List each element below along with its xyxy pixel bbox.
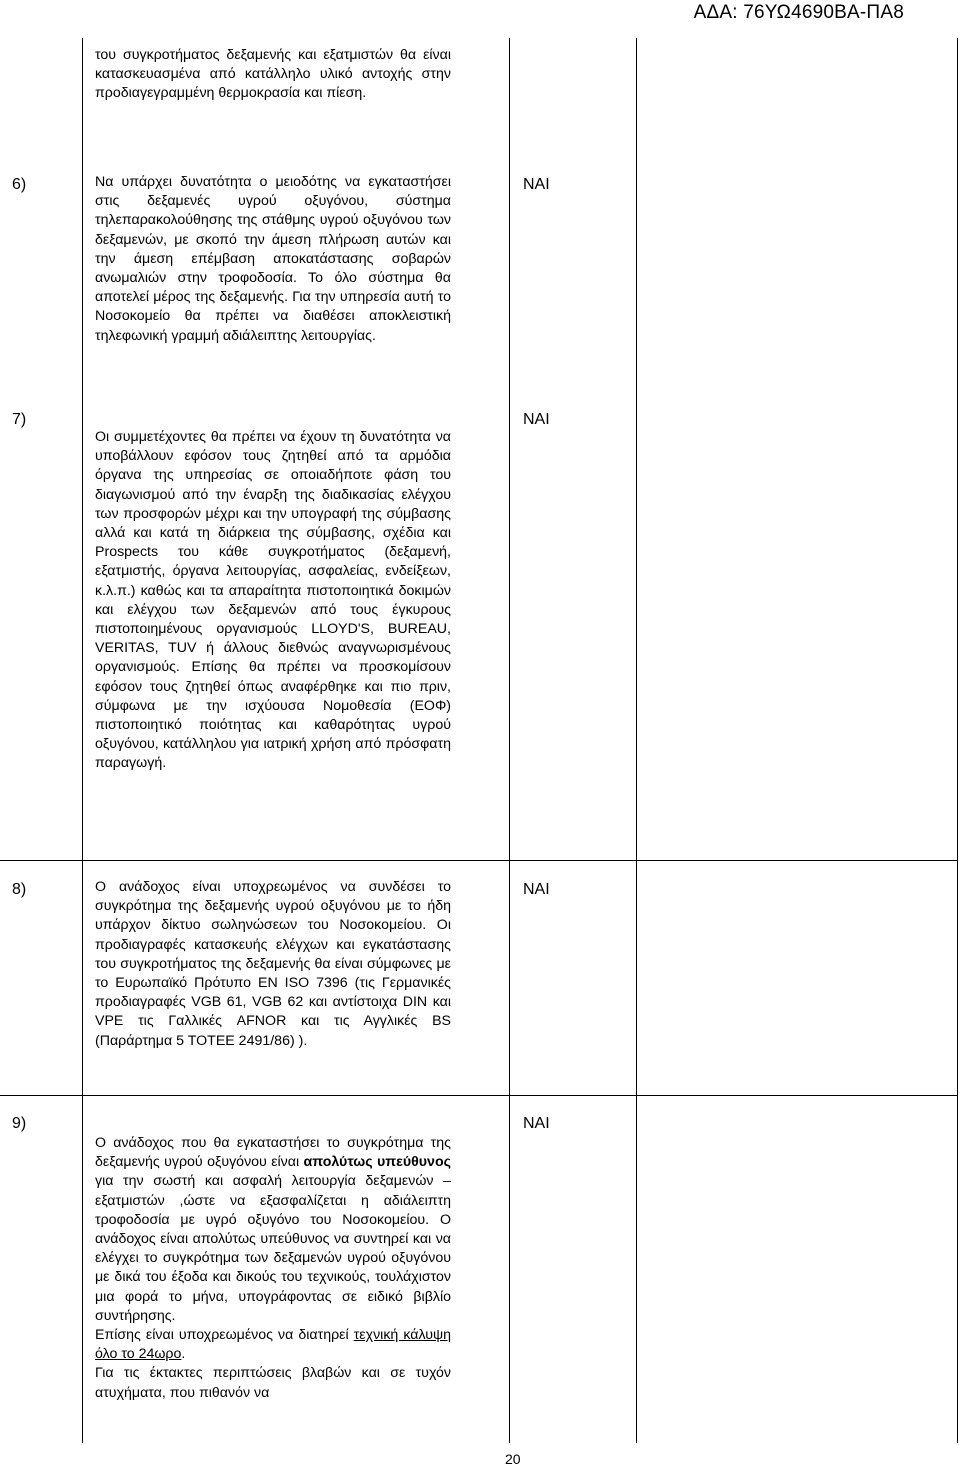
row-9-text (95, 1134, 451, 1403)
row-6-text: Να υπάρχει δυνατότητα ο μειοδότης να εγκαταστήσει στις δεξαμενές υγρού οξυγόνου, σύστημα τηλεπαρακολούθησης της στάθμης υγρού οξυγόνου των δεξαμενών, με σκοπό την άμεση πλήρωση αυτών και την άμεση επέμβαση αποκατάστασης σοβαρών ανωμαλιών στην τροφοδοσία. Το όλο σύστημα θα αποτελεί μέρος της δεξαμενής. Για την υπηρεσία αυτή το Νοσοκομείο θα πρέπει να διαθέσει αποκλειστική τηλεφωνική γραμμή αδιάλειπτης λειτουργίας. (95, 174, 451, 344)
row-8-number: 8) (12, 881, 27, 898)
row-9-number: 9) (12, 1115, 27, 1132)
row-separator-7-8 (0, 860, 958, 861)
column-divider-2 (509, 38, 510, 1443)
row-9-answer: ΝΑΙ (523, 1115, 550, 1132)
row-7-text: Οι συμμετέχοντες θα πρέπει να έχουν τη δυνατότητα να υποβάλλουν εφόσον τους ζητηθεί από τα αρμόδια όργανα της υπηρεσίας σε οποιαδήποτε φάση του διαγωνισμού από την έναρξη της διαδικασίας ελέγχου των προσφορών μέχρι και την υπογραφή της σύμβασης αλλά και κατά τη διάρκεια της σύμβασης, σχέδια και Prospects του κάθε συγκροτήματος (δεξαμενή, εξατμιστής, όργανα λειτουργίας, ασφαλείας, ενδείξεων, κ.λ.π.) καθώς και τα απαραίτητα πιστοποιητικά δοκιμών και ελέγχου των δεξαμενών από τους έγκυρους πιστοποιημένους οργανισμούς LLOYD'S, BUREAU, VERITAS, TUV ή άλλους διεθνώς αναγνωρισμένους οργανισμούς. Επίσης θα πρέπει να προσκομίσουν εφόσον τους ζητηθεί όπως αναφέρθηκε και πιο πριν, σύμφωνα με την ισχύουσα Νομοθεσία (ΕΟΦ) πιστοποιητικό ποιότητας και καθαρότητας υγρού οξυγόνου, κατάλληλου για ιατρική χρήση από πρόσφατη παραγωγή. (95, 429, 451, 772)
column-divider-3 (636, 38, 637, 1443)
row-9-para2-start: Επίσης είναι υποχρεωμένος να διατηρεί (95, 1327, 354, 1344)
table-right-border (957, 38, 958, 1443)
row-9-bold-phrase: απολύτως υπεύθυνος (303, 1154, 451, 1171)
row-6-number: 6) (12, 176, 27, 193)
row-7-answer: ΝΑΙ (523, 411, 550, 428)
row-9-para2-end: . (181, 1346, 186, 1363)
row-8-answer: ΝΑΙ (523, 881, 550, 898)
row-separator-8-9 (0, 1095, 958, 1096)
row-9-text-start: Ο ανάδοχος που θα εγκαταστήσει το συγκρότημα της δεξαμενής υγρού οξυγόνου είναι (95, 1135, 451, 1171)
row-7-number: 7) (12, 411, 27, 428)
ada-code: ΑΔΑ: 76ΥΩ4690ΒΑ-ΠΑ8 (693, 2, 904, 23)
row-8-text: Ο ανάδοχος είναι υποχρεωμένος να συνδέσει το συγκρότημα της δεξαμενής υγρού οξυγόνου με το ήδη υπάρχον δίκτυο σωληνώσεων του Νοσοκομείου. Οι προδιαγραφές κατασκευής ελέγχων και εγκατάστασης του συγκροτήματος της δεξαμενής θα είναι σύμφωνες με το Ευρωπαϊκό Πρότυπο EN ISO 7396 (τις Γερμανικές προδιαγραφές VGB 61, VGB 62 και αντίστοιχα DIN και VPE τις Γαλλικές AFNOR και τις Αγγλικές BS (Παράρτημα 5 ΤΟΤΕΕ 2491/86) ). (95, 879, 451, 1049)
row-9-paragraph-3: Για τις έκτακτες περιπτώσεις βλαβών και σε τυχόν ατυχήματα, που πιθανόν να (95, 1365, 451, 1401)
row-5-text: του συγκροτήματος δεξαμενής και εξατμιστών θα είναι κατασκευασμένα από κατάλληλο υλικό αντοχής στην προδιαγεγραμμένη θερμοκρασία και πίεση. (95, 47, 451, 102)
column-divider-1 (82, 38, 83, 1443)
row-6-answer: ΝΑΙ (523, 176, 550, 193)
row-9-paragraph-1 (95, 1134, 451, 1326)
row-9-text-rest: για την σωστή και ασφαλή λειτουργία δεξαμενών – εξατμιστών ,ώστε να εξασφαλίζεται η αδιάλειπτη τροφοδοσία με υγρό οξυγόνο του Νοσοκομείου. Ο ανάδοχος είναι απολύτως υπεύθυνος να συντηρεί και να ελέγχει το συγκρότημα των δεξαμενών υγρού οξυγόνου με δικά του έξοδα και δικούς του τεχνικούς, τουλάχιστον μια φορά το μήνα, υπογράφοντας σε ειδικό βιβλίο συντήρησης. (95, 1173, 451, 1324)
row-9-underlined-phrase: τεχνική κάλυψη όλο το 24ωρο (95, 1327, 451, 1363)
page-number: 20 (505, 1451, 521, 1467)
row-9-paragraph-2 (95, 1326, 451, 1364)
